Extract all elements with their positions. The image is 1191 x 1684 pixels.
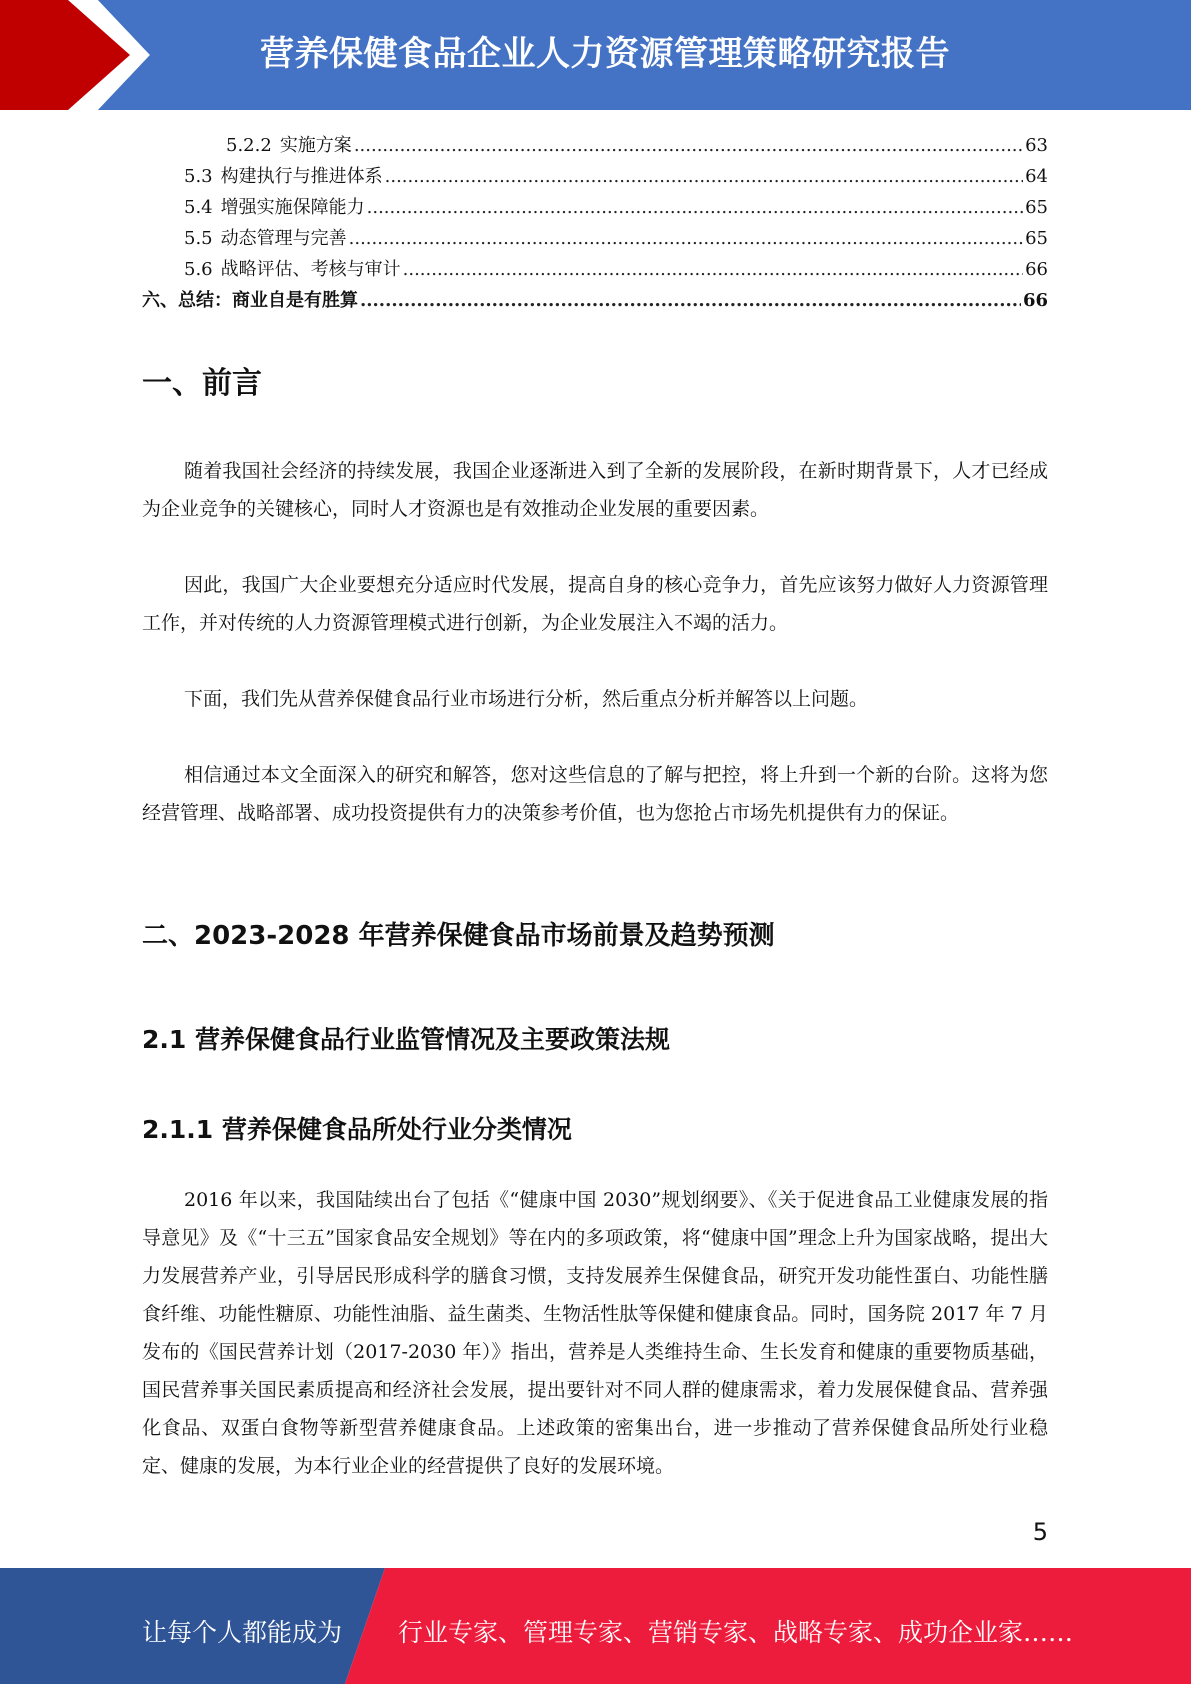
toc-entry-label: 构建执行与推进体系 [220, 166, 383, 187]
document-title: 营养保健食品企业人力资源管理策略研究报告 [260, 34, 950, 74]
footer-slogan-left: 让每个人都能成为 [142, 1618, 343, 1647]
table-of-contents [142, 131, 1048, 317]
toc-entry[interactable] [142, 193, 1048, 224]
body-paragraph: 下面，我们先从营养保健食品行业市场进行分析，然后重点分析并解答以上问题。 [184, 688, 869, 710]
toc-leader-dots [354, 135, 1023, 156]
toc-leader-dots [385, 166, 1023, 187]
toc-entry-label: 增强实施保障能力 [220, 197, 365, 218]
toc-entry-page: 65 [1025, 228, 1048, 249]
body-paragraph: 因此，我国广大企业要想充分适应时代发展，提高自身的核心竞争力，首先应该努力做好人力资源管理工作，并对传统的人力资源管理模式进行创新，为企业发展注入不竭的活力。 [142, 574, 1048, 634]
toc-entry-label: 实施方案 [279, 135, 352, 156]
footer-banner [0, 1568, 1191, 1684]
body-paragraph: 随着我国社会经济的持续发展，我国企业逐渐进入到了全新的发展阶段，在新时期背景下，人才已经成为企业竞争的关键核心，同时人才资源也是有效推动企业发展的重要因素。 [142, 460, 1048, 520]
toc-entry-page: 66 [1022, 290, 1048, 311]
toc-entry[interactable] [142, 131, 1048, 162]
toc-entry-page: 63 [1025, 135, 1048, 156]
toc-leader-dots [367, 197, 1023, 218]
toc-leader-dots [360, 290, 1021, 311]
toc-entry-page: 66 [1025, 259, 1048, 280]
page-number: 5 [1032, 1518, 1048, 1546]
subsubsection-heading: 2.1.1 营养保健食品所处行业分类情况 [142, 1115, 572, 1144]
toc-entry-chapter[interactable] [142, 286, 1048, 317]
toc-entry-number: 5.4 [184, 197, 213, 218]
body-paragraph: 2016 年以来，我国陆续出台了包括《“健康中国 2030”规划纲要》、《关于促进食品工业健康发展的指导意见》及《“十三五”国家食品安全规划》等在内的多项政策，将“健康中国”理念上升为国家战略，提出大力发展营养产业，引导居民形成科学的膳食习惯，支持发展养生保健食品，研究开发功能性蛋白、功能性膳食纤维、功能性糖原、功能性油脂、益生菌类、生物活性肽等保健和健康食品。同时，国务院 2017 年 7 月发布的《国民营养计划（2017-2030 年）》指出，营养是人类维持生命、生长发育和健康的重要物质基础，国民营养事关国民素质提高和经济社会发展，提出要针对不同人群的健康需求，着力发展保健食品、营养强化食品、双蛋白食物等新型营养健康食品。上述政策的密集出台，进一步推动了营养保健食品所处行业稳定、健康的发展，为本行业企业的经营提供了良好的发展环境。 [142, 1189, 1048, 1477]
toc-entry-number: 5.2.2 [226, 135, 272, 156]
toc-entry-label: 动态管理与完善 [220, 228, 347, 249]
toc-entry-number: 5.3 [184, 166, 213, 187]
subsection-heading: 2.1 营养保健食品行业监管情况及主要政策法规 [142, 1025, 670, 1054]
toc-entry-page: 64 [1025, 166, 1048, 187]
body-paragraph: 相信通过本文全面深入的研究和解答，您对这些信息的了解与把控，将上升到一个新的台阶。这将为您经营管理、战略部署、成功投资提供有力的决策参考价值，也为您抢占市场先机提供有力的保证。 [142, 764, 1048, 824]
toc-entry-number: 5.5 [184, 228, 213, 249]
toc-entry-label: 六、总结：商业自是有胜算 [142, 290, 358, 311]
toc-entry[interactable] [142, 162, 1048, 193]
section-heading-market-forecast: 二、2023-2028 年营养保健食品市场前景及趋势预测 [142, 921, 775, 951]
toc-leader-dots [349, 228, 1023, 249]
header-banner [0, 0, 1191, 110]
section-heading-preface: 一、前言 [142, 366, 262, 401]
footer-slogan-right: 行业专家、管理专家、营销专家、战略专家、成功企业家…… [398, 1618, 1074, 1647]
toc-entry[interactable] [142, 255, 1048, 286]
toc-leader-dots [403, 259, 1023, 280]
toc-entry-label: 战略评估、考核与审计 [220, 259, 401, 280]
toc-entry[interactable] [142, 224, 1048, 255]
toc-entry-number: 5.6 [184, 259, 213, 280]
toc-entry-page: 65 [1025, 197, 1048, 218]
